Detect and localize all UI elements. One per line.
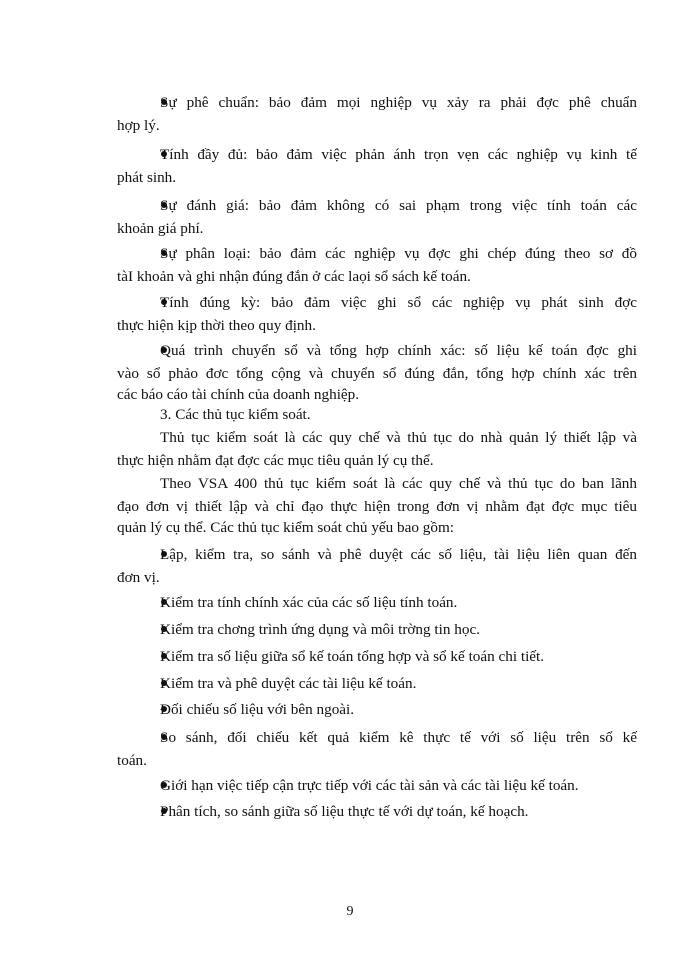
control-item: Giới hạn việc tiếp cận trực tiếp với các tài sản và các tài liệu kế toán. bbox=[160, 777, 579, 794]
page-number: 9 bbox=[346, 904, 354, 919]
control-item: Phân tích, so sánh giữa số liệu thực tế với dự toán, kế hoạch. bbox=[160, 803, 529, 820]
control-item: Kiểm tra chơng trình ứng dụng và môi trờng tin học. bbox=[160, 621, 480, 638]
paragraph-2-line1: Theo VSA 400 thủ tục kiểm soát là các quy chế và thủ tục do ban lãnh bbox=[160, 475, 637, 492]
paragraph-1-line1: Thủ tục kiểm soát là các quy chế và thủ tục do nhà quản lý thiết lập và bbox=[160, 429, 637, 446]
control-item: Kiểm tra tính chính xác của các số liệu tính toán. bbox=[160, 594, 458, 611]
bullet-item-timeliness-line1: Tính đúng kỳ: bảo đảm việc ghi sổ các nghiệp vụ phát sinh đợc bbox=[160, 294, 637, 311]
bullet-item-valuation-line2: khoản giá phí. bbox=[117, 220, 204, 237]
control-item: Kiểm tra và phê duyệt các tài liệu kế toán. bbox=[160, 675, 417, 692]
bullet-item-classification-line1: Sự phân loại: bảo đảm các nghiệp vụ đợc ghi chép đúng theo sơ đồ bbox=[160, 245, 637, 262]
control-item: Kiểm tra số liệu giữa sổ kế toán tổng hợp và sổ kế toán chi tiết. bbox=[160, 648, 545, 665]
paragraph-2-line3: quản lý cụ thể. Các thủ tục kiểm soát chủ yếu bao gồm: bbox=[117, 519, 454, 536]
bullet-item-approval-line1: Sự phê chuẩn: bảo đảm mọi nghiệp vụ xảy ra phải đợc phê chuẩn bbox=[160, 94, 637, 111]
bullet-item-classification-line2: tàI khoản và ghi nhận đúng đắn ở các laọi sổ sách kế toán. bbox=[117, 268, 471, 285]
control-item-line1: So sánh, đối chiếu kết quả kiểm kê thực tế với số liệu trên sổ kế bbox=[160, 729, 637, 746]
bullet-item-approval-line2: hợp lý. bbox=[117, 117, 160, 134]
bullet-item-completeness-line2: phát sinh. bbox=[117, 169, 177, 186]
section-heading: 3. Các thủ tục kiểm soát. bbox=[160, 406, 311, 423]
control-item-line2: toán. bbox=[117, 752, 147, 769]
bullet-item-posting-line2: vào sổ phảo đơc tổng cộng và chuyển sổ đúng đắn, tổng hợp chính xác trên bbox=[117, 365, 637, 382]
paragraph-2-line2: đạo đơn vị thiết lập và chỉ đạo thực hiện trong đơn vị nhằm đạt đợc mục tiêu bbox=[117, 498, 637, 515]
bullet-item-valuation-line1: Sự đánh giá: bảo đảm không có sai phạm trong việc tính toán các bbox=[160, 197, 637, 214]
bullet-item-posting-line3: các báo cáo tài chính của doanh nghiệp. bbox=[117, 386, 360, 403]
control-item: Đối chiếu số liệu với bên ngoài. bbox=[160, 701, 355, 718]
control-item-line1: Lập, kiểm tra, so sánh và phê duyệt các số liệu, tài liệu liên quan đến bbox=[160, 546, 637, 563]
bullet-item-timeliness-line2: thực hiện kịp thời theo quy định. bbox=[117, 317, 316, 334]
bullet-item-posting-line1: Quá trình chuyển sổ và tổng hợp chính xác: số liệu kế toán đợc ghi bbox=[160, 342, 637, 359]
paragraph-1-line2: thực hiện nhằm đạt đợc các mục tiêu quản lý cụ thể. bbox=[117, 452, 434, 469]
control-item-line2: đơn vị. bbox=[117, 569, 160, 586]
bullet-item-completeness-line1: Tính đầy đủ: bảo đảm việc phản ánh trọn vẹn các nghiệp vụ kinh tế bbox=[160, 146, 637, 163]
